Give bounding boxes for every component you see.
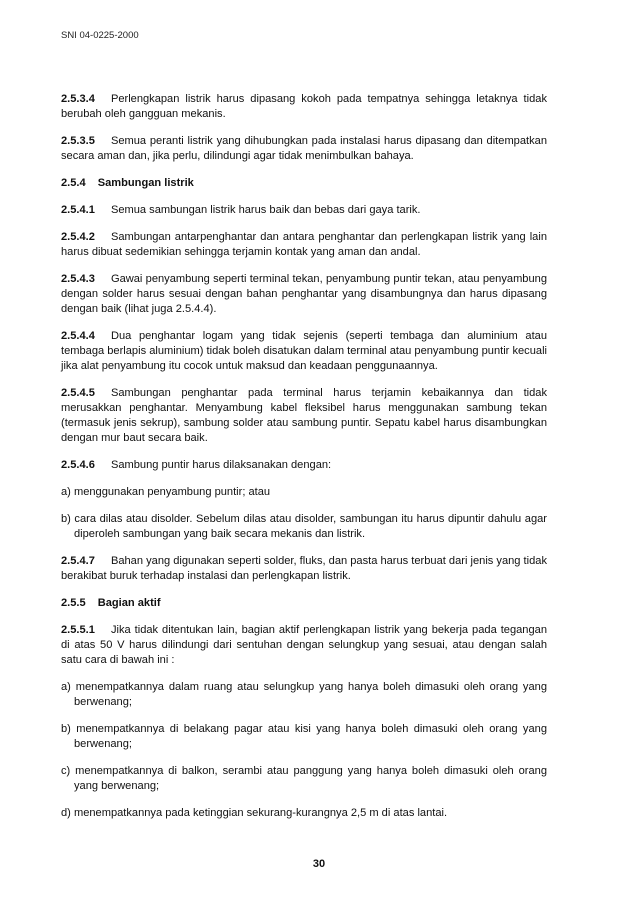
clause-number: 2.5.4.1 <box>61 204 95 216</box>
clause-number: 2.5.4.6 <box>61 459 95 471</box>
clause-text: Sambung puntir harus dilaksanakan dengan: <box>110 459 332 471</box>
clause-number: 2.5.3.5 <box>61 135 95 147</box>
clause-paragraph <box>61 230 547 260</box>
section-title: Sambungan listrik <box>97 177 194 189</box>
clause-number: 2.5.3.4 <box>61 93 95 105</box>
clause-paragraph <box>61 203 547 218</box>
clause-text: Jika tidak ditentukan lain, bagian aktif perlengkapan listrik yang bekerja pada tegangan di atas 50 V harus dilindungi dari sentuhan dengan selungkup yang sesuai, atau dengan salah satu cara di bawah ini : <box>61 624 547 666</box>
clause-text: Gawai penyambung seperti terminal tekan, penyambung puntir tekan, atau penyambung dengan solder harus sesuai dengan bahan penghantar yang disambungnya dan harus dipasang dengan baik (lihat juga 2.5.4.4). <box>61 273 547 315</box>
clause-number: 2.5.4.2 <box>61 231 95 243</box>
clause-paragraph <box>61 386 547 446</box>
section-heading <box>61 596 547 611</box>
section-number: 2.5.4 <box>61 177 86 189</box>
section-number: 2.5.5 <box>61 597 86 609</box>
section-heading <box>61 176 547 191</box>
document-header: SNI 04-0225-2000 <box>61 30 139 41</box>
clause-paragraph <box>61 554 547 584</box>
clause-text: Perlengkapan listrik harus dipasang kokoh pada tempatnya sehingga letaknya tidak berubah oleh gangguan mekanis. <box>61 93 547 120</box>
list-item: a) menempatkannya dalam ruang atau selungkup yang hanya boleh dimasuki oleh orang yang berwenang; <box>61 681 547 708</box>
clause-number: 2.5.4.7 <box>61 555 95 567</box>
list-item: c) menempatkannya di balkon, serambi atau panggung yang hanya boleh dimasuki oleh orang yang berwenang; <box>61 765 547 792</box>
clause-paragraph <box>61 272 547 317</box>
list-item: a) menggunakan penyambung puntir; atau <box>61 486 271 498</box>
clause-number: 2.5.4.4 <box>61 330 95 342</box>
clause-paragraph <box>61 623 547 668</box>
clause-text: Semua peranti listrik yang dihubungkan pada instalasi harus dipasang dan ditempatkan secara aman dan, jika perlu, dilindungi agar tidak menimbulkan bahaya. <box>61 135 547 162</box>
clause-text: Semua sambungan listrik harus baik dan bebas dari gaya tarik. <box>110 204 421 216</box>
page-number: 30 <box>312 858 326 870</box>
clause-paragraph <box>61 458 547 473</box>
clause-paragraph <box>61 134 547 164</box>
clause-text: Dua penghantar logam yang tidak sejenis (seperti tembaga dan aluminium atau tembaga berlapis aluminium) tidak boleh disatukan dalam terminal atau penyambung puntir kecuali jika alat penyambung itu cocok untuk maksud dan keadaan penggunaannya. <box>61 330 547 372</box>
clause-paragraph <box>61 329 547 374</box>
clause-number: 2.5.4.3 <box>61 273 95 285</box>
list-item: d) menempatkannya pada ketinggian sekurang-kurangnya 2,5 m di atas lantai. <box>61 807 448 819</box>
clause-text: Sambungan penghantar pada terminal harus terjamin kebaikannya dan tidak merusakkan penghantar. Menyambung kabel fleksibel harus menggunakan sambung tekan (termasuk jenis sekrup), sambung solder atau sambung puntir. Sepatu kabel harus disambungkan dengan mur baut secara baik. <box>61 387 547 444</box>
clause-text: Bahan yang digunakan seperti solder, fluks, dan pasta harus terbuat dari jenis yang tidak berakibat buruk terhadap instalasi dan perlengkapan listrik. <box>61 555 547 582</box>
document-body <box>61 92 547 833</box>
list-item: b) cara dilas atau disolder. Sebelum dilas atau disolder, sambungan itu harus dipuntir dahulu agar diperoleh sambungan yang baik secara mekanis dan listrik. <box>61 513 547 540</box>
clause-number: 2.5.4.5 <box>61 387 95 399</box>
list-item: b) menempatkannya di belakang pagar atau kisi yang hanya boleh dimasuki oleh orang yang berwenang; <box>61 723 547 750</box>
clause-number: 2.5.5.1 <box>61 624 95 636</box>
clause-paragraph <box>61 92 547 122</box>
clause-text: Sambungan antarpenghantar dan antara penghantar dan perlengkapan listrik yang lain harus dibuat sedemikian sehingga terjamin kontak yang aman dan andal. <box>61 231 547 258</box>
section-title: Bagian aktif <box>97 597 161 609</box>
